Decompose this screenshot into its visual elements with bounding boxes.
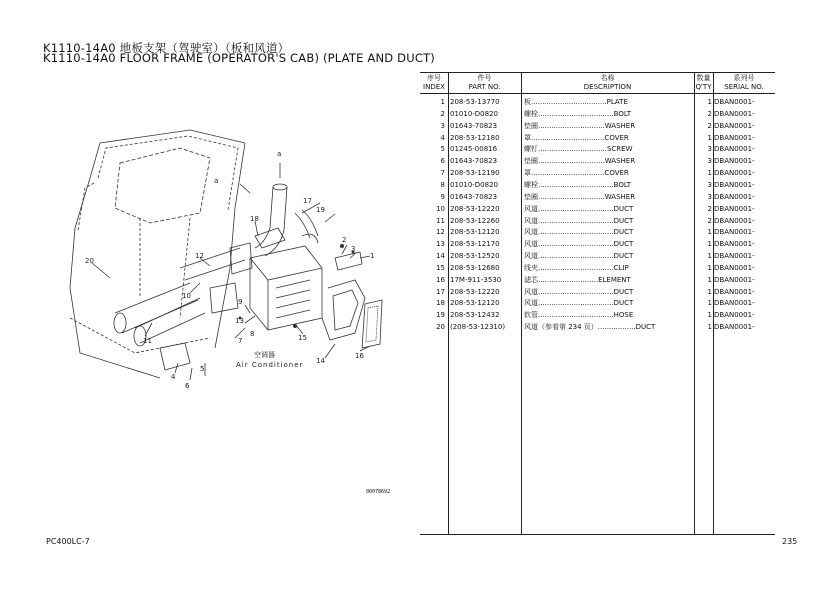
row-quantity: 1	[707, 275, 712, 284]
title-english: K1110-14A0 FLOOR FRAME (OPERATOR'S CAB) (PLATE AND DUCT)	[43, 51, 435, 65]
row-description: 风道..................................DUCT	[524, 252, 634, 261]
ac-label-english: Air Conditioner	[236, 361, 304, 369]
table-bottom-rule	[420, 534, 775, 535]
table-row	[420, 179, 775, 191]
table-top-rule	[420, 72, 775, 73]
page-number: 235	[782, 537, 798, 546]
callout-19: 19	[316, 206, 325, 214]
row-description: 垫圈..............................WASHER	[524, 121, 636, 130]
row-serial: DBAN0001-	[714, 192, 755, 201]
table-row	[420, 132, 775, 144]
row-quantity: 3	[707, 192, 712, 201]
callout-4: 4	[171, 373, 176, 381]
header-index-en: INDEX	[423, 83, 445, 91]
row-serial: DBAN0001-	[714, 275, 755, 284]
row-index: 19	[436, 311, 445, 320]
row-description: 风道..................................DUCT	[524, 228, 634, 237]
row-index: 12	[436, 228, 445, 237]
row-part-number: 01010-D0820	[450, 109, 498, 118]
callout-11: 11	[143, 337, 152, 345]
row-index: 18	[436, 299, 445, 308]
row-part-number: 17M-911-3530	[450, 275, 502, 284]
table-row	[420, 143, 775, 155]
row-index: 17	[436, 287, 445, 296]
row-quantity: 1	[707, 311, 712, 320]
callout-17: 17	[303, 197, 312, 205]
row-part-number: 208-53-12680	[450, 263, 500, 272]
table-row	[420, 120, 775, 132]
header-serial-en: SERIAL NO.	[724, 83, 764, 91]
callout-13: 13	[235, 317, 244, 325]
model-name: PC400LC-7	[46, 537, 90, 546]
row-serial: DBAN0001-	[714, 121, 755, 130]
header-desc-en: DESCRIPTION	[583, 83, 632, 91]
row-part-number: 208-53-12180	[450, 133, 500, 142]
callout-14: 14	[316, 357, 325, 365]
row-serial: DBAN0001-	[714, 263, 755, 272]
table-row	[420, 274, 775, 286]
row-serial: DBAN0001-	[714, 133, 755, 142]
row-description: 风道..................................DUCT	[524, 204, 634, 213]
table-row	[420, 309, 775, 321]
row-description: 垫圈..............................WASHER	[524, 192, 636, 201]
callout-15: 15	[298, 334, 307, 342]
row-quantity: 1	[707, 287, 712, 296]
row-part-number: 208-53-12120	[450, 299, 500, 308]
header-index	[420, 74, 448, 92]
row-description: 风道..................................DUCT	[524, 216, 634, 225]
callout-6: 6	[185, 382, 190, 390]
row-description: 软管..................................HOSE	[524, 311, 634, 320]
row-part-number: 01245-00816	[450, 145, 498, 154]
row-description: 板..................................PLATE	[524, 98, 628, 106]
callout-a-top: a	[277, 150, 282, 158]
row-quantity: 1	[707, 252, 712, 261]
table-row	[420, 215, 775, 227]
header-part-cn: 件号	[477, 74, 492, 82]
row-quantity: 1	[707, 299, 712, 308]
row-description: 螺栓..................................BOLT	[524, 180, 632, 189]
row-serial: DBAN0001-	[714, 157, 755, 166]
callout-10: 10	[182, 292, 191, 300]
row-index: 13	[436, 240, 445, 249]
row-quantity: 2	[707, 216, 712, 225]
row-quantity: 2	[707, 121, 712, 130]
header-qty	[694, 74, 713, 92]
row-index: 2	[440, 109, 445, 118]
callout-18: 18	[250, 215, 259, 223]
row-part-number: (208-53-12310)	[450, 323, 506, 332]
row-part-number: 208-53-12520	[450, 252, 500, 261]
row-description: 风道..................................DUCT	[524, 240, 634, 249]
row-quantity: 1	[707, 169, 712, 178]
table-header-rule	[420, 93, 775, 94]
parts-table	[420, 72, 775, 535]
row-serial: DBAN0001-	[714, 252, 755, 261]
row-description: 风道..................................DUCT	[524, 287, 634, 296]
row-quantity: 1	[707, 263, 712, 272]
row-serial: DBAN0001-	[714, 109, 755, 118]
row-part-number: 208-53-12120	[450, 228, 500, 237]
row-part-number: 01010-D0820	[450, 180, 498, 189]
row-quantity: 1	[707, 323, 712, 332]
table-row	[420, 167, 775, 179]
callout-9: 9	[238, 298, 243, 306]
row-index: 15	[436, 263, 445, 272]
row-serial: DBAN0001-	[714, 98, 755, 106]
table-row	[420, 108, 775, 120]
callout-a-left: a	[214, 177, 219, 185]
table-row	[420, 286, 775, 298]
header-serial-cn: 系列号	[733, 74, 755, 82]
row-index: 4	[440, 133, 445, 142]
table-row	[420, 262, 775, 274]
title-chinese: K1110-14A0 地板支架（驾驶室）（板和风道）	[43, 41, 290, 55]
row-description: 垫圈..............................WASHER	[524, 157, 636, 166]
row-quantity: 1	[707, 240, 712, 249]
row-serial: DBAN0001-	[714, 216, 755, 225]
header-index-cn: 序号	[427, 74, 441, 82]
row-index: 16	[436, 275, 445, 284]
row-index: 11	[436, 216, 445, 225]
header-part	[448, 74, 521, 92]
table-row	[420, 297, 775, 309]
row-part-number: 208-53-13770	[450, 98, 500, 106]
row-quantity: 3	[707, 180, 712, 189]
exploded-view-diagram	[40, 118, 385, 418]
row-part-number: 208-53-12190	[450, 169, 500, 178]
row-description: 罩.................................COVER	[524, 133, 629, 142]
row-part-number: 208-53-12170	[450, 240, 500, 249]
row-description: 螺钉...............................SCREW	[524, 145, 633, 154]
row-quantity: 2	[707, 109, 712, 118]
row-serial: DBAN0001-	[714, 323, 755, 332]
row-description: 螺栓..................................BOLT	[524, 109, 632, 118]
table-row	[420, 191, 775, 203]
drawing-code: 00078692	[366, 489, 391, 495]
row-part-number: 208-53-12432	[450, 311, 500, 320]
row-index: 8	[440, 180, 445, 189]
header-part-en: PART NO.	[468, 83, 501, 91]
row-description: 风道（参看第 234 页）.................DUCT	[524, 323, 656, 332]
ac-label-chinese: 空调器	[254, 351, 275, 359]
row-serial: DBAN0001-	[714, 228, 755, 237]
row-description: 罩.................................COVER	[524, 169, 629, 178]
table-row	[420, 203, 775, 215]
header-qty-en: Q'TY	[695, 83, 712, 91]
row-index: 20	[436, 323, 445, 332]
row-serial: DBAN0001-	[714, 169, 755, 178]
row-part-number: 01643-70823	[450, 192, 498, 201]
row-quantity: 3	[707, 157, 712, 166]
row-quantity: 1	[707, 133, 712, 142]
header-description	[521, 74, 694, 92]
table-row	[420, 155, 775, 167]
row-index: 6	[440, 157, 445, 166]
table-row	[420, 250, 775, 262]
row-quantity: 1	[707, 98, 712, 106]
row-part-number: 208-53-12220	[450, 204, 500, 213]
row-quantity: 3	[707, 145, 712, 154]
table-row	[420, 321, 775, 333]
row-index: 14	[436, 252, 445, 261]
row-part-number: 01643-70823	[450, 121, 498, 130]
table-row	[420, 226, 775, 238]
row-description: 滤芯...........................ELEMENT	[524, 275, 631, 284]
row-index: 1	[440, 98, 445, 106]
row-part-number: 208-53-12260	[450, 216, 500, 225]
callout-8: 8	[250, 330, 255, 338]
row-index: 9	[440, 192, 445, 201]
row-serial: DBAN0001-	[714, 311, 755, 320]
callout-1: 1	[370, 252, 375, 260]
callout-3: 3	[351, 245, 356, 253]
header-desc-cn: 名称	[600, 74, 615, 82]
row-serial: DBAN0001-	[714, 287, 755, 296]
row-description: 风道..................................DUCT	[524, 299, 634, 308]
row-index: 10	[436, 204, 445, 213]
callout-7: 7	[238, 337, 243, 345]
table-row	[420, 238, 775, 250]
row-part-number: 208-53-12220	[450, 287, 500, 296]
row-serial: DBAN0001-	[714, 299, 755, 308]
header-serial	[713, 74, 775, 92]
callout-2: 2	[342, 236, 347, 244]
row-quantity: 2	[707, 204, 712, 213]
row-part-number: 01643-70823	[450, 157, 498, 166]
callout-20: 20	[85, 257, 94, 265]
row-index: 3	[440, 121, 445, 130]
header-qty-cn: 数量	[696, 74, 711, 82]
row-quantity: 1	[707, 228, 712, 237]
row-serial: DBAN0001-	[714, 204, 755, 213]
row-index: 7	[440, 169, 445, 178]
callout-5: 5	[200, 365, 205, 373]
callout-12: 12	[195, 252, 204, 260]
row-serial: DBAN0001-	[714, 240, 755, 249]
callout-16: 16	[355, 352, 364, 360]
row-description: 线夹..................................CLIP	[524, 263, 629, 272]
row-serial: DBAN0001-	[714, 145, 755, 154]
row-index: 5	[440, 145, 445, 154]
table-row	[420, 96, 775, 108]
row-serial: DBAN0001-	[714, 180, 755, 189]
